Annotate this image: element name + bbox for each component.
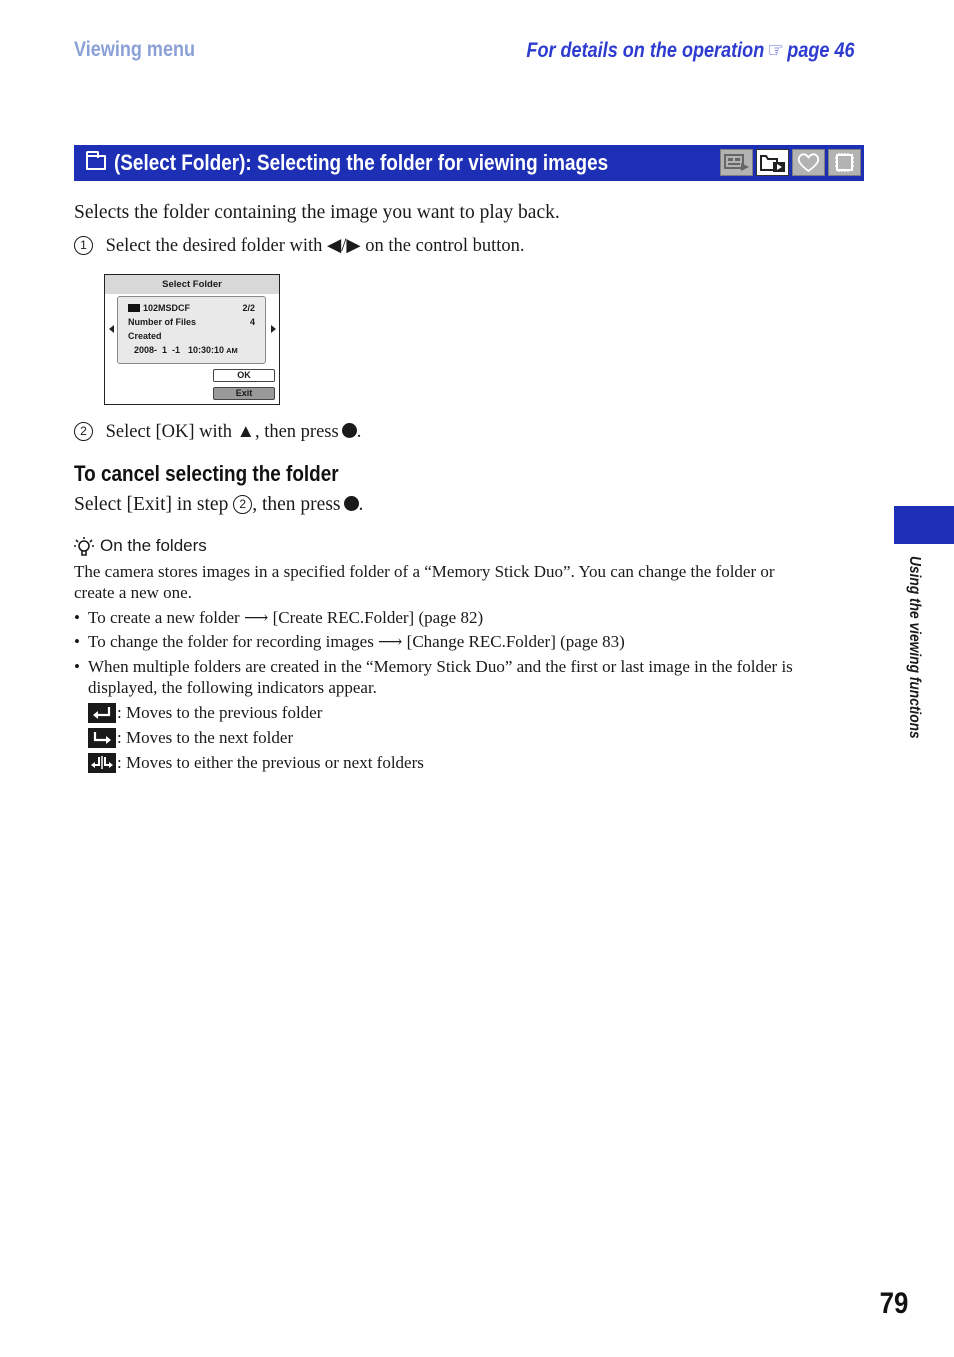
step-2: 2 Select [OK] with ▲, then press . — [74, 422, 361, 443]
favorites-heart-icon — [792, 149, 825, 176]
right-arrow-icon — [271, 325, 276, 333]
exit-button[interactable]: Exit — [213, 387, 275, 400]
page-number: 79 — [879, 1287, 908, 1320]
folder-index: 2/2 — [242, 303, 255, 313]
select-folder-screen — [104, 274, 280, 405]
hint-paragraph-line-2: create a new one. — [74, 583, 192, 602]
intro-text: Selects the folder containing the image you want to play back. — [74, 202, 560, 223]
folder-row — [128, 302, 255, 314]
folder-icon — [86, 155, 106, 170]
files-label: Number of Files — [128, 317, 197, 327]
section-title-bar — [74, 145, 864, 181]
cancel-text: Select [Exit] in step 2 , then press . — [74, 494, 364, 515]
cancel-text-b: , then press — [252, 494, 341, 515]
side-tab-label — [897, 556, 927, 786]
created-row — [128, 330, 255, 342]
folder-info-panel — [117, 296, 266, 364]
mode-icons — [720, 149, 861, 176]
step-2-text: Select [OK] with ▲, then press — [105, 422, 339, 442]
bullet-text: To create a new folder ⟶ [Create REC.Folder] (page 82) — [88, 608, 484, 627]
folder-play-icon — [756, 149, 789, 176]
pointing-hand-icon: ☞ — [768, 39, 785, 62]
step-ref-number: 2 — [233, 495, 252, 514]
created-ampm: AM — [226, 346, 238, 355]
header-link-viewing-menu[interactable]: Viewing menu — [74, 38, 196, 61]
step-1 — [74, 235, 525, 257]
files-row — [128, 316, 255, 328]
step-number: 2 — [74, 422, 93, 441]
indicator-either-text: : Moves to either the previous or next folders — [117, 753, 424, 772]
bullet-mark: • — [74, 657, 80, 676]
section-title: (Select Folder): Selecting the folder for viewing images — [114, 150, 609, 175]
hint-label: On the folders — [100, 536, 207, 555]
files-count: 4 — [249, 317, 255, 327]
memory-card-icon — [828, 149, 861, 176]
center-button-icon — [344, 496, 359, 511]
slideshow-icon — [720, 149, 753, 176]
bullet-mark: • — [74, 632, 80, 651]
center-button-icon — [342, 423, 357, 438]
indicator-next-text: : Moves to the next folder — [117, 728, 294, 747]
bullet-mark: • — [74, 608, 80, 627]
screen-title: Select Folder — [105, 275, 279, 294]
either-folder-icon — [88, 753, 116, 773]
created-datetime — [134, 344, 255, 356]
cancel-text-a: Select [Exit] in step — [74, 494, 229, 515]
operation-details-text: For details on the operation — [526, 39, 765, 62]
created-label: Created — [128, 331, 162, 341]
bullet-text-line-2: displayed, the following indicators appear. — [88, 678, 377, 697]
page-reference: page 46 — [787, 39, 855, 62]
hint-paragraph-line-1: The camera stores images in a specified folder of a “Memory Stick Duo”. You can change the folder or — [74, 562, 775, 581]
small-folder-icon — [128, 304, 140, 312]
ok-button[interactable]: OK — [213, 369, 275, 382]
folder-name: 102MSDCF — [143, 303, 191, 313]
cancel-heading: To cancel selecting the folder — [74, 461, 339, 486]
side-tab-text: Using the viewing functions — [906, 556, 923, 739]
bullet-text: To change the folder for recording images ⟶ [Change REC.Folder] (page 83) — [88, 632, 625, 651]
step-number: 1 — [74, 236, 93, 255]
next-folder-icon — [88, 728, 116, 748]
side-tab-marker — [894, 506, 954, 544]
step-1-text: Select the desired folder with ◀/▶ on the control button. — [105, 236, 525, 256]
previous-folder-icon — [88, 703, 116, 723]
hint-bulb-icon — [74, 536, 94, 563]
created-time: 10:30:10 — [188, 345, 225, 355]
bullet-text-line-1: When multiple folders are created in the “Memory Stick Duo” and the first or last image in the folder is — [88, 657, 793, 676]
indicator-previous-text: : Moves to the previous folder — [117, 703, 323, 722]
left-arrow-icon — [109, 325, 114, 333]
header-link-operation-details[interactable] — [527, 38, 855, 63]
created-date: 2008- 1 -1 — [134, 345, 181, 355]
